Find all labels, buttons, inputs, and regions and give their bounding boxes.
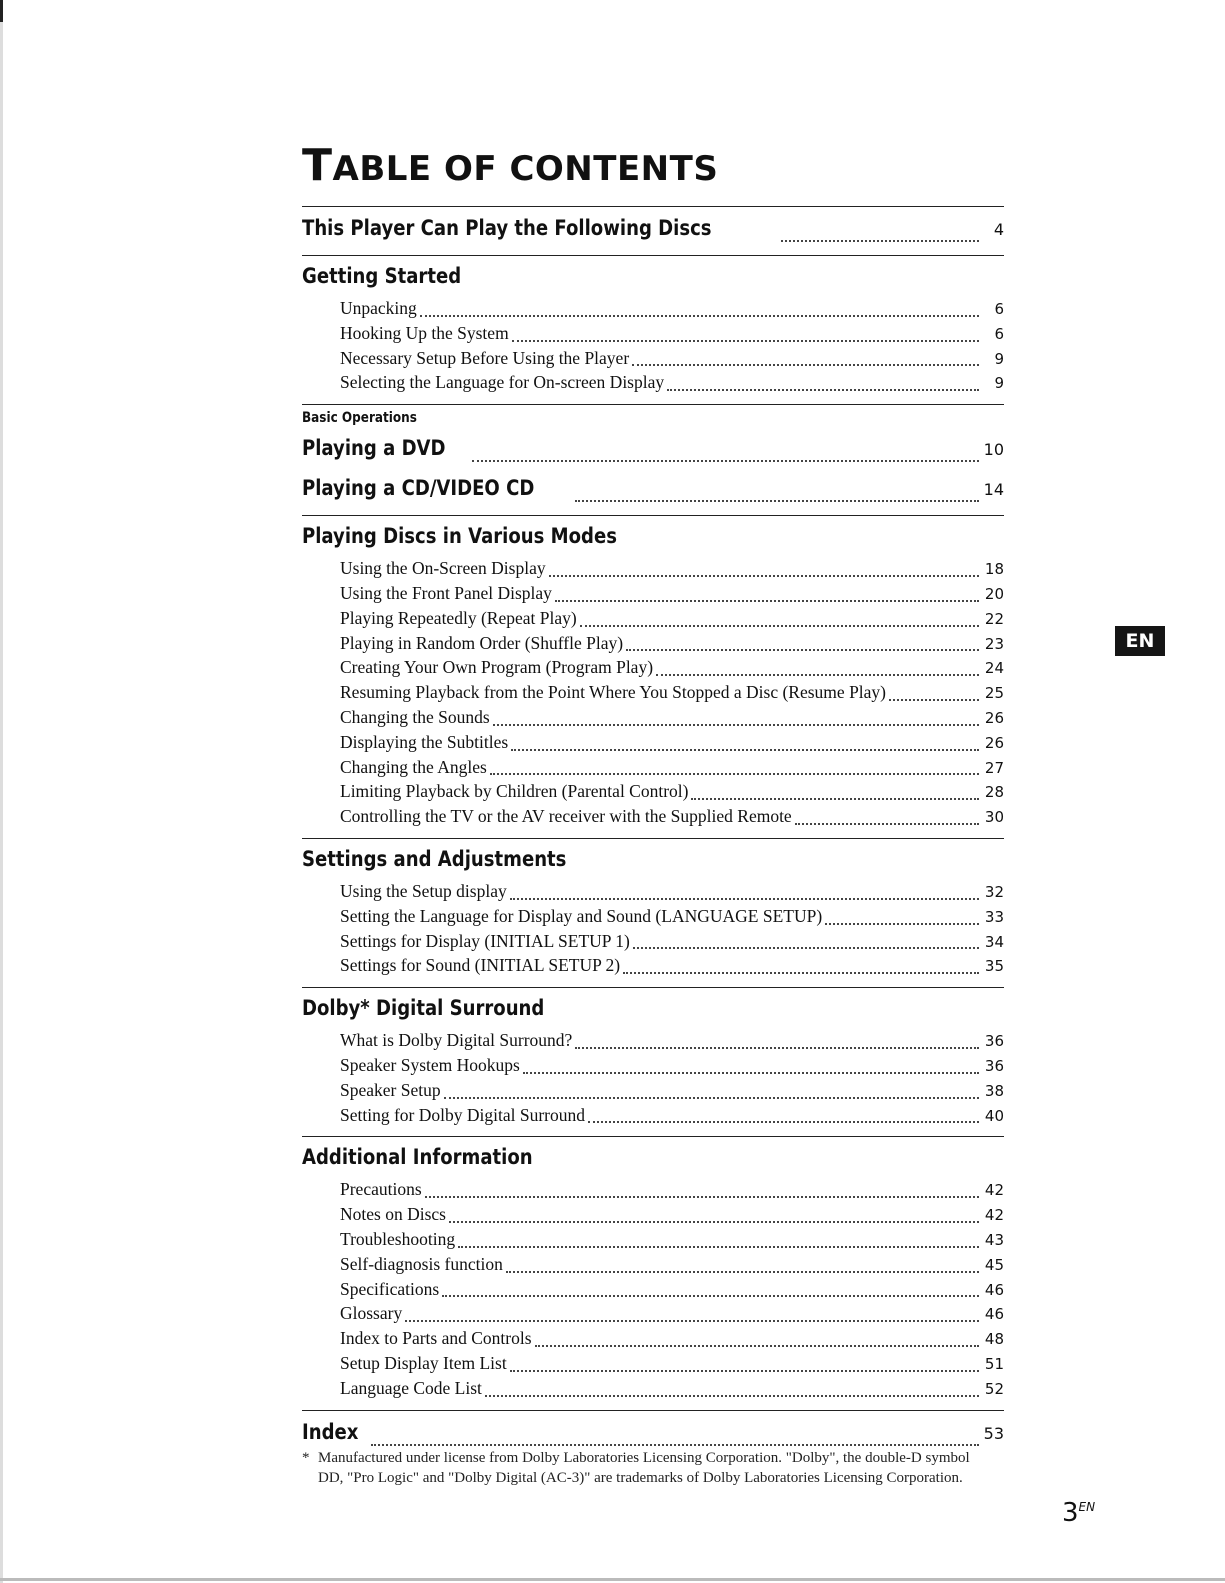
toc-entry-title: Index	[302, 1419, 359, 1444]
dot-leader	[588, 1121, 979, 1123]
dot-leader	[510, 1370, 979, 1372]
toc-entry-title: Playing a CD/VIDEO CD	[302, 476, 535, 501]
toc-entry-title: Changing the Angles	[340, 756, 487, 777]
toc-entry-title: Setting the Language for Display and Sound (LANGUAGE SETUP)	[340, 905, 823, 926]
section-heading: Getting Started	[302, 264, 462, 288]
toc-entry[interactable]	[340, 1203, 1004, 1228]
dot-leader	[512, 340, 979, 342]
toc-entry[interactable]	[340, 1104, 1004, 1129]
toc-entry-title: Setting for Dolby Digital Surround	[340, 1104, 585, 1125]
section-rule	[302, 1410, 1004, 1411]
dot-leader	[444, 1097, 979, 1099]
section-entries	[302, 880, 1004, 979]
toc-entry-title: Selecting the Language for On-screen Display	[340, 372, 665, 393]
toc-entry-page: 25	[984, 684, 1004, 703]
dot-leader	[506, 1271, 979, 1273]
toc-entry-page: 23	[984, 634, 1004, 653]
toc-entry-title: Setup Display Item List	[340, 1352, 507, 1373]
toc-entry-title: Limiting Playback by Children (Parental Control)	[340, 781, 689, 802]
toc-entry-title: Settings for Sound (INITIAL SETUP 2)	[340, 955, 621, 976]
toc-entry-page: 10	[983, 440, 1004, 460]
toc-entry-page: 6	[994, 300, 1004, 318]
dot-leader	[575, 1047, 979, 1049]
toc-entry-title: Unpacking	[340, 298, 417, 318]
toc-entry-page: 45	[984, 1255, 1004, 1274]
section-rule	[302, 255, 1004, 256]
toc-entry-title: What is Dolby Digital Surround?	[340, 1030, 573, 1051]
toc-entry-page: 30	[984, 808, 1004, 827]
language-badge: EN	[1115, 626, 1165, 656]
toc-entry-title: Playing in Random Order (Shuffle Play)	[340, 632, 624, 653]
toc-entry[interactable]	[340, 347, 1004, 372]
toc-entry[interactable]	[340, 731, 1004, 756]
dot-leader	[490, 773, 979, 775]
dot-leader	[485, 1395, 979, 1397]
toc-entry[interactable]	[340, 1352, 1004, 1377]
toc-entry[interactable]	[340, 880, 1004, 905]
section-entries	[302, 1029, 1004, 1128]
toc-entry-title: Notes on Discs	[340, 1204, 446, 1225]
toc-entry[interactable]	[340, 1029, 1004, 1054]
section-entries	[302, 1178, 1004, 1401]
toc-entry[interactable]	[340, 371, 1004, 396]
toc-entry-page: 18	[984, 560, 1004, 579]
section-rule	[302, 1136, 1004, 1137]
toc-entry-page: 9	[994, 349, 1004, 368]
toc-entry-title: Speaker Setup	[340, 1079, 441, 1100]
toc-entry-title: Speaker System Hookups	[340, 1054, 520, 1075]
toc-entry-page: 36	[984, 1032, 1004, 1051]
toc-entry[interactable]	[340, 780, 1004, 805]
dot-leader	[549, 575, 979, 577]
dot-leader	[510, 898, 979, 900]
toc-entry[interactable]	[340, 1327, 1004, 1352]
dot-leader	[575, 500, 979, 502]
dot-leader	[825, 923, 979, 925]
toc-entry[interactable]	[340, 681, 1004, 706]
dot-leader	[626, 649, 979, 651]
toc-entry[interactable]	[340, 756, 1004, 781]
footnote	[302, 1448, 982, 1488]
toc-entry-page: 38	[984, 1081, 1004, 1100]
section-rule	[302, 404, 1004, 405]
page-number	[1062, 1498, 1095, 1528]
section-heading: Dolby* Digital Surround	[302, 996, 545, 1021]
section-heading: Playing Discs in Various Modes	[302, 524, 617, 549]
toc-entry-page: 40	[984, 1106, 1004, 1125]
toc-entry-title: Using the Setup display	[340, 880, 507, 901]
toc-entry[interactable]	[340, 1278, 1004, 1303]
toc-entry-page: 53	[983, 1423, 1004, 1443]
dot-leader	[535, 1345, 979, 1347]
section-entries	[302, 557, 1004, 830]
toc-entry-page: 20	[984, 584, 1004, 603]
toc-entry-title: Troubleshooting	[340, 1228, 456, 1249]
toc-entry-page: 9	[994, 374, 1004, 393]
toc-entry[interactable]	[340, 1302, 1004, 1327]
toc-entry[interactable]	[340, 582, 1004, 607]
toc-entry-title: Resuming Playback from the Point Where You Stopped a Disc (Resume Play)	[340, 682, 887, 703]
toc-entry-page: 26	[984, 733, 1004, 752]
toc-entry-title: Using the Front Panel Display	[340, 582, 552, 603]
dot-leader	[405, 1320, 979, 1322]
toc-entry[interactable]	[340, 1054, 1004, 1079]
dot-leader	[493, 724, 979, 726]
toc-entry-page: 42	[984, 1206, 1004, 1225]
toc-entry-title: This Player Can Play the Following Discs	[302, 216, 712, 240]
toc-entry-page: 34	[984, 932, 1004, 951]
page-title	[302, 140, 718, 191]
scan-edge-left	[0, 0, 3, 1583]
toc-entry[interactable]	[340, 1228, 1004, 1253]
toc-major-entry[interactable]	[302, 471, 1004, 507]
toc-entry-title: Self-diagnosis function	[340, 1253, 503, 1274]
toc-entry-page: 32	[984, 882, 1004, 901]
section-rule	[302, 206, 1004, 207]
toc-entry-page: 28	[984, 783, 1004, 802]
toc-entry-page: 14	[983, 480, 1004, 500]
toc-entry-page: 24	[984, 659, 1004, 678]
dot-leader	[632, 364, 979, 366]
toc-entry[interactable]	[340, 607, 1004, 632]
toc-entry-page: 22	[984, 609, 1004, 628]
toc-entry-page: 46	[984, 1305, 1004, 1324]
section-heading: Additional Information	[302, 1145, 533, 1170]
toc-entry-title: Necessary Setup Before Using the Player	[340, 347, 630, 368]
dot-leader	[425, 1196, 979, 1198]
section-label: Basic Operations	[302, 410, 417, 427]
toc-entry[interactable]	[340, 954, 1004, 979]
section-entries	[302, 297, 1004, 396]
dot-leader	[623, 972, 979, 974]
dot-leader	[580, 625, 979, 627]
toc-entry[interactable]	[340, 1377, 1004, 1402]
toc-entry-title: Creating Your Own Program (Program Play)	[340, 657, 654, 678]
toc-entry-title: Glossary	[340, 1303, 403, 1324]
dot-leader	[511, 749, 979, 751]
dot-leader	[667, 389, 979, 391]
toc-entry-page: 36	[984, 1056, 1004, 1075]
toc-entry[interactable]	[340, 1178, 1004, 1203]
toc-entry-page: 4	[993, 220, 1004, 239]
section-rule	[302, 838, 1004, 839]
toc-entry-title: Language Code List	[340, 1377, 482, 1398]
dot-leader	[889, 699, 979, 701]
toc-entry-page: 48	[984, 1330, 1004, 1349]
toc-entry-title: Displaying the Subtitles	[340, 731, 509, 752]
toc-major-entry[interactable]	[302, 431, 1004, 467]
toc-entry[interactable]	[340, 557, 1004, 582]
toc-entry-page: 51	[984, 1354, 1004, 1373]
toc-entry-title: Precautions	[340, 1179, 422, 1200]
toc-major-entry[interactable]	[302, 211, 1004, 247]
toc-entry-page: 35	[984, 957, 1004, 976]
page-number-suffix: EN	[1078, 1500, 1096, 1514]
toc-entry[interactable]	[340, 905, 1004, 930]
toc-entry-page: 43	[984, 1230, 1004, 1249]
dot-leader	[656, 674, 979, 676]
section-rule	[302, 987, 1004, 988]
footnote-marker: *	[302, 1450, 310, 1466]
dot-leader	[449, 1221, 979, 1223]
dot-leader	[795, 823, 979, 825]
scan-edge-bottom	[0, 1578, 1225, 1581]
toc-entry-title: Playing Repeatedly (Repeat Play)	[340, 607, 577, 628]
page-title-rest: ABLE OF CONTENTS	[332, 149, 719, 189]
dot-leader	[472, 460, 979, 462]
dot-leader	[781, 240, 979, 242]
toc-entry-page: 46	[984, 1280, 1004, 1299]
toc-entry[interactable]	[340, 706, 1004, 731]
table-of-contents	[302, 206, 1004, 1453]
toc-entry-page: 52	[984, 1379, 1004, 1398]
toc-entry[interactable]	[340, 632, 1004, 657]
toc-entry-page: 42	[984, 1181, 1004, 1200]
toc-major-entry[interactable]	[302, 1415, 1004, 1451]
toc-entry[interactable]	[340, 805, 1004, 830]
toc-entry[interactable]	[340, 656, 1004, 681]
dot-leader	[523, 1072, 979, 1074]
toc-entry-page: 6	[994, 324, 1004, 343]
toc-entry[interactable]	[340, 1253, 1004, 1278]
toc-entry-title: Changing the Sounds	[340, 706, 490, 727]
toc-entry-title: Index to Parts and Controls	[340, 1328, 532, 1349]
dot-leader	[442, 1295, 979, 1297]
toc-entry-title: Hooking Up the System	[340, 322, 509, 343]
toc-entry-title: Settings for Display (INITIAL SETUP 1)	[340, 930, 630, 951]
section-rule	[302, 515, 1004, 516]
toc-entry-page: 33	[984, 907, 1004, 926]
toc-entry[interactable]	[340, 930, 1004, 955]
page-title-initial: T	[302, 140, 333, 191]
dot-leader	[691, 798, 979, 800]
toc-entry[interactable]	[340, 297, 1004, 322]
toc-entry-title: Controlling the TV or the AV receiver with the Supplied Remote	[340, 806, 792, 827]
toc-entry-page: 27	[984, 758, 1004, 777]
page-number-value: 3	[1062, 1498, 1079, 1528]
dot-leader	[555, 600, 979, 602]
toc-entry[interactable]	[340, 1079, 1004, 1104]
toc-entry-page: 26	[984, 708, 1004, 727]
section-heading: Settings and Adjustments	[302, 846, 567, 871]
toc-entry-title: Specifications	[340, 1278, 440, 1299]
dot-leader	[371, 1444, 979, 1446]
dot-leader	[458, 1246, 979, 1248]
dot-leader	[633, 947, 979, 949]
toc-entry-title: Playing a DVD	[302, 436, 446, 461]
toc-entry-title: Using the On-Screen Display	[340, 558, 546, 579]
dot-leader	[420, 315, 979, 317]
footnote-text: Manufactured under license from Dolby Laboratories Licensing Corporation. "Dolby", the double-D symbol DD, "Pro Logic" and "Dolby Digital (AC-3)" are trademarks of Dolby Laboratories Licensing Corporation.	[318, 1450, 970, 1486]
toc-entry[interactable]	[340, 322, 1004, 347]
